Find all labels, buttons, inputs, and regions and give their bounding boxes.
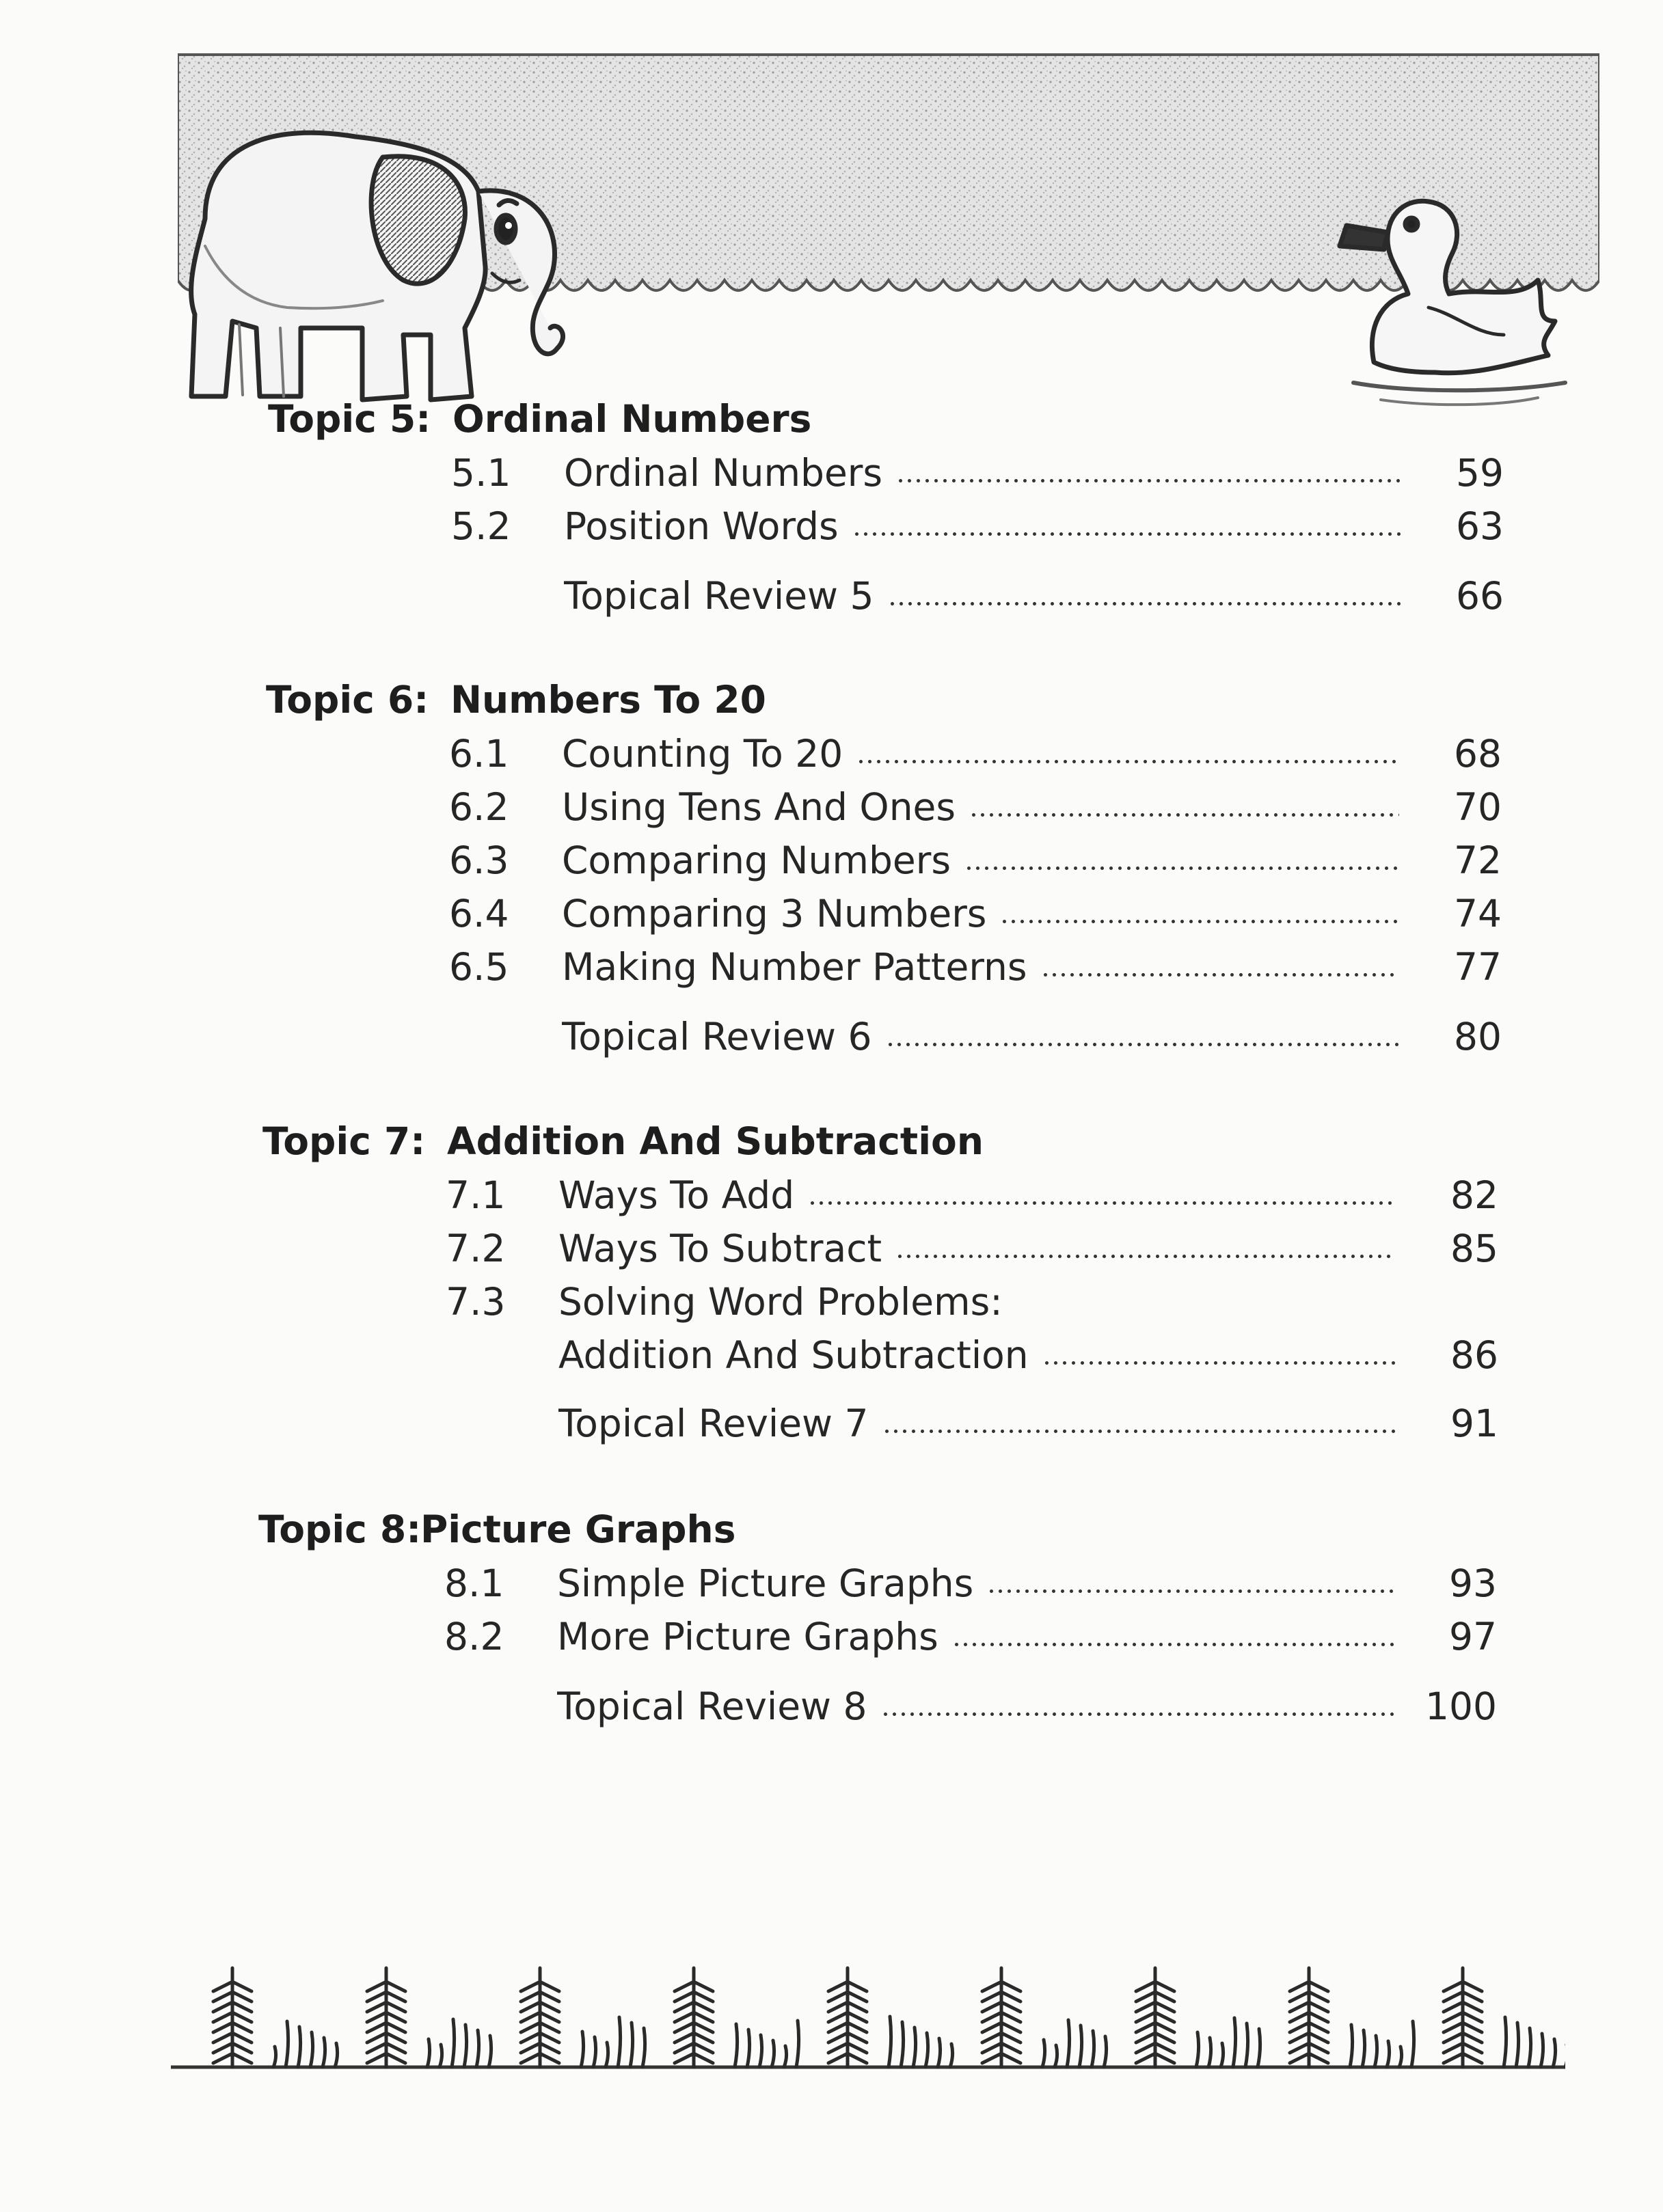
page-number: 66 bbox=[1456, 574, 1504, 618]
review-title: Topical Review 8 bbox=[557, 1684, 867, 1728]
section-number: 6.3 bbox=[449, 838, 509, 882]
dot-leader bbox=[852, 532, 1401, 536]
topic-label: Topic 7: bbox=[262, 1119, 426, 1163]
toc-entry-review[interactable] bbox=[451, 569, 1504, 623]
topic-title: Ordinal Numbers bbox=[452, 397, 812, 441]
section-number: 6.5 bbox=[449, 945, 509, 989]
dot-leader bbox=[888, 601, 1401, 606]
toc-entry[interactable] bbox=[451, 500, 1504, 553]
section-title-line1: Solving Word Problems: bbox=[558, 1280, 1003, 1324]
page-number: 77 bbox=[1454, 945, 1502, 989]
topic-label: Topic 6: bbox=[266, 678, 429, 722]
page-number: 80 bbox=[1454, 1015, 1502, 1059]
toc-entry[interactable] bbox=[449, 727, 1502, 780]
toc-entry[interactable] bbox=[444, 1557, 1497, 1610]
toc-entry[interactable] bbox=[449, 780, 1502, 834]
page-number: 68 bbox=[1454, 732, 1502, 776]
page-number: 72 bbox=[1454, 838, 1502, 882]
page-number: 93 bbox=[1449, 1561, 1497, 1605]
page-number: 86 bbox=[1450, 1333, 1498, 1377]
header-illustration bbox=[178, 41, 1599, 424]
dot-leader bbox=[1041, 972, 1400, 977]
section-title: Addition And Subtraction bbox=[558, 1333, 1029, 1377]
page-number: 74 bbox=[1454, 892, 1502, 936]
section-number: 7.3 bbox=[446, 1280, 506, 1324]
section-number: 6.1 bbox=[449, 732, 509, 776]
toc-entry[interactable] bbox=[451, 446, 1504, 500]
grass-border bbox=[171, 1954, 1565, 2084]
section-title: Comparing 3 Numbers bbox=[562, 892, 987, 936]
section-number: 5.1 bbox=[451, 451, 511, 495]
page-number: 63 bbox=[1456, 504, 1504, 548]
review-title: Topical Review 7 bbox=[558, 1402, 869, 1445]
section-number: 7.1 bbox=[446, 1173, 506, 1217]
toc-entry-review[interactable] bbox=[446, 1397, 1498, 1450]
dot-leader bbox=[895, 1254, 1396, 1259]
page-number: 82 bbox=[1450, 1173, 1498, 1217]
section-number: 8.2 bbox=[444, 1615, 504, 1658]
topic-label: Topic 5: bbox=[268, 397, 431, 441]
dot-leader bbox=[881, 1712, 1394, 1717]
dot-leader bbox=[882, 1429, 1396, 1434]
page-number: 85 bbox=[1450, 1227, 1498, 1270]
section-title: Counting To 20 bbox=[562, 732, 843, 776]
dot-leader bbox=[964, 866, 1399, 871]
dot-leader bbox=[856, 759, 1399, 764]
grass-tufts bbox=[213, 1968, 1565, 2067]
dot-leader bbox=[886, 1042, 1399, 1047]
topic-title: Addition And Subtraction bbox=[447, 1119, 984, 1163]
topic-title: Picture Graphs bbox=[420, 1507, 736, 1551]
section-number: 6.4 bbox=[449, 892, 509, 936]
section-title: Using Tens And Ones bbox=[562, 785, 956, 829]
toc-entry-review[interactable] bbox=[449, 1010, 1502, 1063]
review-title: Topical Review 6 bbox=[562, 1015, 872, 1059]
page-number: 70 bbox=[1454, 785, 1502, 829]
review-title: Topical Review 5 bbox=[564, 574, 874, 618]
section-number: 7.2 bbox=[446, 1227, 506, 1270]
section-title: More Picture Graphs bbox=[557, 1615, 938, 1658]
page-number: 91 bbox=[1450, 1402, 1498, 1445]
toc-entry-review[interactable] bbox=[444, 1680, 1497, 1733]
dot-leader bbox=[1042, 1361, 1396, 1365]
dot-leader bbox=[952, 1642, 1394, 1647]
topic-label: Topic 8: bbox=[258, 1507, 422, 1551]
section-number: 5.2 bbox=[451, 504, 511, 548]
toc-entry[interactable] bbox=[446, 1275, 1498, 1382]
toc-entry[interactable] bbox=[449, 834, 1502, 887]
toc-entry[interactable] bbox=[449, 887, 1502, 940]
toc-entry[interactable] bbox=[444, 1610, 1497, 1663]
toc-entry[interactable] bbox=[446, 1222, 1498, 1275]
dot-leader bbox=[1000, 919, 1399, 924]
section-title: Position Words bbox=[564, 504, 839, 548]
section-title: Comparing Numbers bbox=[562, 838, 951, 882]
dot-leader bbox=[808, 1201, 1396, 1205]
toc-entry[interactable] bbox=[446, 1169, 1498, 1222]
section-title: Ordinal Numbers bbox=[564, 451, 883, 495]
section-number: 6.2 bbox=[449, 785, 509, 829]
dot-leader bbox=[987, 1589, 1394, 1594]
section-number: 8.1 bbox=[444, 1561, 504, 1605]
page-number: 100 bbox=[1425, 1684, 1497, 1728]
topic-title: Numbers To 20 bbox=[450, 678, 766, 722]
page-number: 97 bbox=[1449, 1615, 1497, 1658]
section-title: Simple Picture Graphs bbox=[557, 1561, 974, 1605]
section-title: Ways To Add bbox=[558, 1173, 795, 1217]
section-title: Making Number Patterns bbox=[562, 945, 1027, 989]
page-number: 59 bbox=[1456, 451, 1504, 495]
toc-entry[interactable] bbox=[449, 940, 1502, 994]
dot-leader bbox=[896, 478, 1401, 483]
section-title: Ways To Subtract bbox=[558, 1227, 882, 1270]
dot-leader bbox=[969, 813, 1399, 817]
